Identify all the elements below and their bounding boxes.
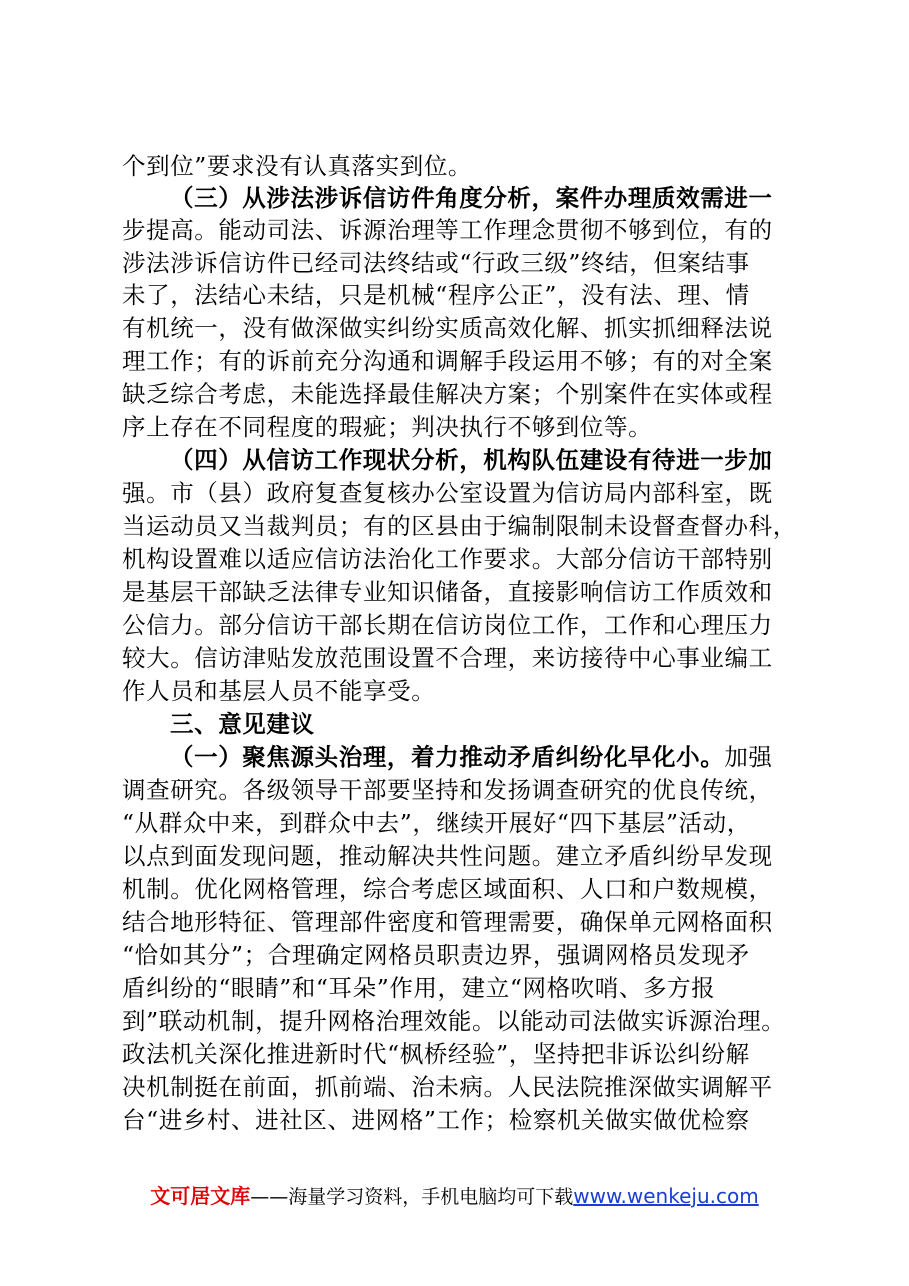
body-line: 决机制挺在前面，抓前端、治未病。人民法院推深做实调解平 [122, 1073, 773, 1101]
body-line: 较大。信访津贴发放范围设置不合理，来访接待中心事业编工 [122, 644, 773, 672]
body-line: 公信力。部分信访干部长期在信访岗位工作，工作和心理压力 [122, 611, 773, 639]
body-line: 步提高。能动司法、诉源治理等工作理念贯彻不够到位，有的 [122, 216, 773, 244]
body-line: 序上存在不同程度的瑕疵；判决执行不够到位等。 [122, 413, 653, 441]
body-line: 盾纠纷的“眼睛”和“耳朵”作用，建立“网格吹哨、多方报 [122, 974, 716, 1002]
body-line: 当运动员又当裁判员；有的区县由于编制限制未设督查督办科， [122, 512, 797, 540]
body-line: 未了，法结心未结，只是机械“程序公正”，没有法、理、情 [122, 281, 750, 309]
body-line: 是基层干部缺乏法律专业知识储备，直接影响信访工作质效和 [122, 578, 773, 606]
body-line: 理工作；有的诉前充分沟通和调解手段运用不够；有的对全案 [122, 347, 773, 375]
body-line: 作人员和基层人员不能享受。 [122, 677, 436, 705]
body-line: 机制。优化网格管理，综合考虑区域面积、人口和户数规模， [122, 875, 773, 903]
footer-tagline: 海量学习资料，手机电脑均可下载 [288, 1186, 574, 1208]
body-line: 结合地形特征、管理部件密度和管理需要，确保单元网格面积 [122, 908, 773, 936]
body-line: “从群众中来，到群众中去”，继续开展好“四下基层”活动， [122, 809, 751, 837]
footer-banner [0, 1182, 909, 1210]
body-line: 强。市（县）政府复查复核办公室设置为信访局内部科室，既 [122, 479, 773, 507]
body-line: 个到位”要求没有认真落实到位。 [122, 152, 473, 180]
body-line: 缺乏综合考虑，未能选择最佳解决方案；个别案件在实体或程 [122, 380, 773, 408]
body-line: 以点到面发现问题，推动解决共性问题。建立矛盾纠纷早发现 [122, 842, 773, 870]
footer-brand: 文可居文库 [150, 1184, 251, 1208]
subsection-heading-rest: 加强 [724, 743, 773, 771]
section-heading-4: （四）从信访工作现状分析，机构队伍建设有待进一步加 [170, 446, 773, 474]
body-line: 台“进乡村、进社区、进网格”工作；检察机关做实做优检察 [122, 1106, 750, 1134]
body-line: 有机统一，没有做深做实纠纷实质高效化解、抓实抓细释法说 [122, 314, 773, 342]
body-line: “恰如其分”；合理确定网格员职责边界，强调网格员发现矛 [122, 941, 750, 969]
body-line: 到”联动机制，提升网格治理效能。以能动司法做实诉源治理。 [122, 1007, 786, 1035]
body-line: 政法机关深化推进新时代“枫桥经验”，坚持把非诉讼纠纷解 [122, 1040, 750, 1068]
footer-url-link[interactable]: www.wenkeju.com [573, 1184, 759, 1208]
section-heading-3: （三）从涉法涉诉信访件角度分析，案件办理质效需进一 [170, 184, 773, 212]
body-line: 调查研究。各级领导干部要坚持和发扬调查研究的优良传统， [122, 776, 773, 804]
subsection-heading-1 [170, 742, 812, 772]
body-line: 机构设置难以适应信访法治化工作要求。大部分信访干部特别 [122, 545, 773, 573]
section-title: 三、意见建议 [170, 710, 315, 738]
subsection-heading-bold: （一）聚焦源头治理，着力推动矛盾纠纷化早化小。 [170, 743, 725, 771]
body-line: 涉法涉诉信访件已经司法终结或“行政三级”终结，但案结事 [122, 249, 750, 277]
footer-dash: —— [250, 1186, 289, 1208]
